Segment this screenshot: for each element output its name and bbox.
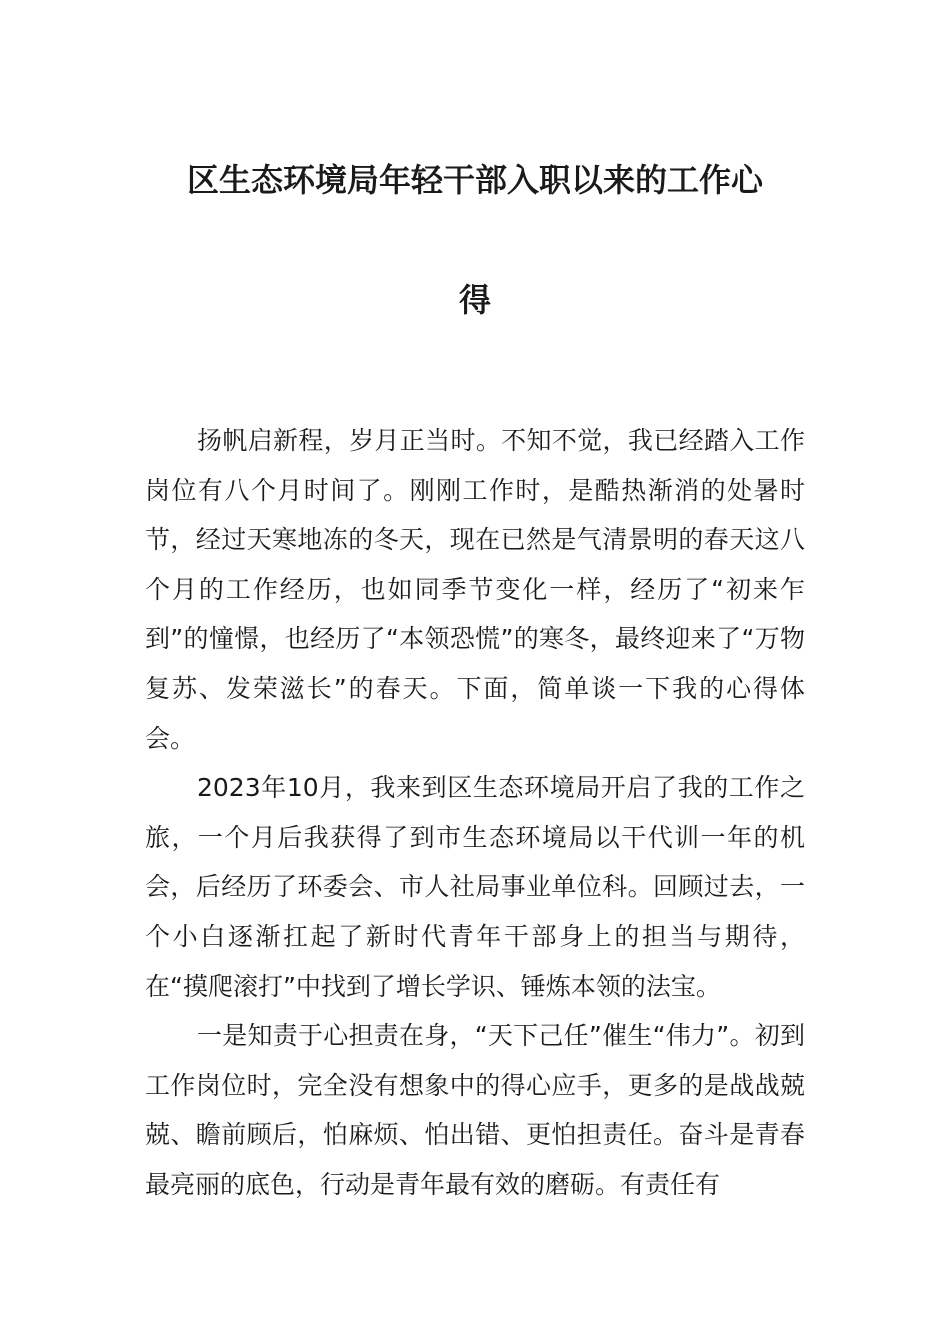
paragraph-1: 扬帆启新程，岁月正当时。不知不觉，我已经踏入工作岗位有八个月时间了。刚刚工作时，是酷热渐消的处暑时节，经过天寒地冻的冬天，现在已然是气清景明的春天这八个月的工作经历，也如同季节变化一样，经历了“初来乍到”的憧憬，也经历了“本领恐慌”的寒冬，最终迎来了“万物复苏、发荣滋长”的春天。下面，简单谈一下我的心得体会。 (145, 426, 805, 753)
document-title-line-1: 区生态环境局年轻干部入职以来的工作心 (186, 161, 763, 199)
paragraph-2: 2023年10月，我来到区生态环境局开启了我的工作之旅，一个月后我获得了到市生态环境局以干代训一年的机会，后经历了环委会、市人社局事业单位科。回顾过去，一个小白逐渐扛起了新时代青年干部身上的担当与期待，在“摸爬滚打”中找到了增长学识、锤炼本领的法宝。 (145, 773, 805, 1001)
document-title-line-2: 得 (458, 281, 491, 319)
document-body (145, 416, 805, 1210)
paragraph-3: 一是知责于心担责在身，“天下己任”催生“伟力”。初到工作岗位时，完全没有想象中的得心应手，更多的是战战兢兢、瞻前顾后，怕麻烦、怕出错、更怕担责任。奋斗是青春最亮丽的底色，行动是青年最有效的磨砺。有责任有 (145, 1021, 805, 1199)
